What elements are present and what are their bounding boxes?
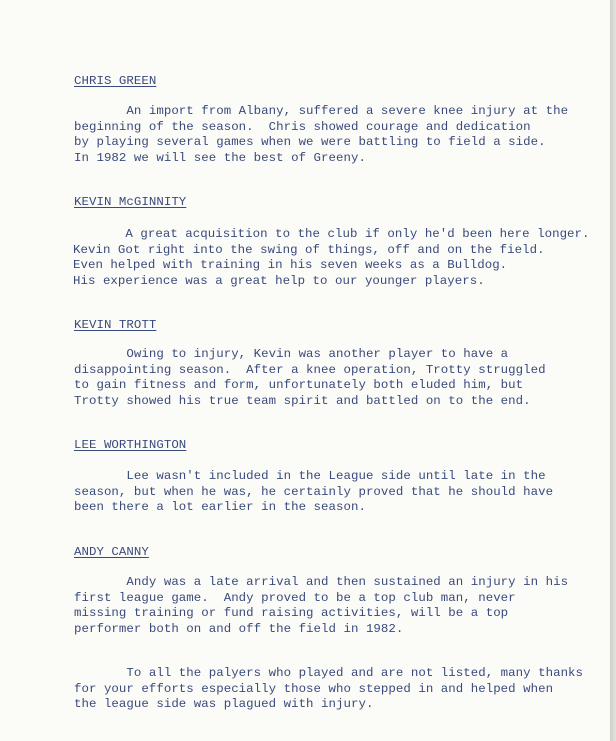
text-line: disappointing season. After a knee operation, Trotty struggled bbox=[74, 362, 546, 377]
text-line: Owing to injury, Kevin was another player to have a bbox=[74, 347, 509, 361]
text-line: to gain fitness and form, unfortunately both eluded him, but bbox=[74, 378, 524, 393]
text-line: Andy was a late arrival and then sustained an injury in his bbox=[74, 575, 569, 589]
text-line: for your efforts especially those who stepped in and helped when bbox=[74, 681, 554, 696]
text-line: In 1982 we will see the best of Greeny. bbox=[74, 150, 366, 165]
text-line: His experience was a great help to our younger players. bbox=[73, 273, 485, 288]
text-line: To all the palyers who played and are not listed, many thanks bbox=[74, 666, 584, 680]
paragraph-kevin-trott bbox=[74, 347, 546, 409]
heading-andy-canny: ANDY CANNY bbox=[74, 545, 149, 559]
text-line: missing training or fund raising activities, will be a top bbox=[74, 606, 509, 621]
text-line: the league side was plagued with injury. bbox=[74, 697, 374, 712]
text-line: A great acquisition to the club if only he'd been here longer. bbox=[73, 227, 590, 241]
paragraph-lee-worthington bbox=[74, 469, 553, 516]
text-line: season, but when he was, he certainly proved that he should have bbox=[74, 484, 554, 499]
page-edge bbox=[610, 0, 616, 741]
heading-lee-worthington: LEE WORTHINGTON bbox=[74, 438, 187, 452]
text-line: Even helped with training in his seven weeks as a Bulldog. bbox=[73, 258, 508, 273]
heading-chris-green: CHRIS GREEN bbox=[74, 74, 157, 88]
text-line: Kevin Got right into the swing of things, off and on the field. bbox=[73, 242, 545, 257]
text-line: beginning of the season. Chris showed courage and dedication bbox=[74, 119, 531, 134]
text-line: first league game. Andy proved to be a top club man, never bbox=[74, 590, 516, 605]
text-line: performer both on and off the field in 1982. bbox=[74, 621, 404, 636]
paragraph-andy-canny bbox=[74, 575, 568, 637]
paragraph-kevin-mcginnity bbox=[73, 227, 590, 289]
text-line: Trotty showed his true team spirit and battled on to the end. bbox=[74, 393, 531, 408]
text-line: An import from Albany, suffered a severe knee injury at the bbox=[74, 104, 569, 118]
text-line: been there a lot earlier in the season. bbox=[74, 500, 366, 515]
text-line: Lee wasn't included in the League side until late in the bbox=[74, 469, 546, 483]
heading-kevin-mcginnity: KEVIN McGINNITY bbox=[74, 195, 187, 209]
paragraph-chris-green bbox=[74, 104, 568, 166]
text-line: by playing several games when we were battling to field a side. bbox=[74, 135, 546, 150]
heading-kevin-trott: KEVIN TROTT bbox=[74, 318, 157, 332]
closing-paragraph bbox=[74, 666, 583, 713]
